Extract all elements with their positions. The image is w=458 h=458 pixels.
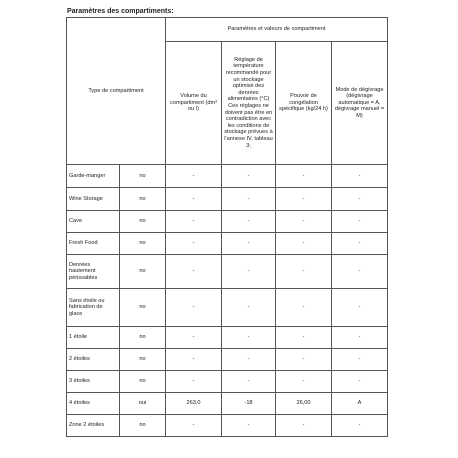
compartment-temp: - [222, 188, 276, 211]
compartment-volume: - [166, 349, 222, 371]
table-row [67, 211, 388, 233]
compartment-volume: - [166, 289, 222, 327]
compartment-defrost: - [332, 211, 388, 233]
compartment-present: no [120, 233, 166, 255]
compartment-defrost: - [332, 289, 388, 327]
compartment-defrost: - [332, 327, 388, 349]
header-temp-cell: Réglage de température recommandé pour un stockage optimisé des denrées alimentaires (°C) Ces réglages ne doivent pas être en contradiction avec les conditions de stockage prévues à l'annexe IV, tableau 3; [222, 42, 276, 165]
header-volume-cell: Volume du compartiment (dm³ ou l) [166, 42, 222, 165]
compartment-name: Sans étoile ou fabrication de glace [67, 289, 120, 327]
compartment-present: no [120, 371, 166, 393]
compartment-temp: - [222, 289, 276, 327]
header-row-top [67, 18, 388, 42]
compartment-defrost: - [332, 371, 388, 393]
table-row [67, 289, 388, 327]
compartment-freeze: - [276, 371, 332, 393]
compartment-present: no [120, 255, 166, 289]
compartment-volume: - [166, 371, 222, 393]
compartment-freeze: - [276, 327, 332, 349]
compartment-freeze: - [276, 289, 332, 327]
compartment-temp: - [222, 415, 276, 437]
compartment-freeze: - [276, 188, 332, 211]
compartment-temp: - [222, 255, 276, 289]
compartment-defrost: A [332, 393, 388, 415]
compartment-present: no [120, 289, 166, 327]
table-row [67, 165, 388, 188]
compartment-name: Cave [67, 211, 120, 233]
compartment-freeze: - [276, 211, 332, 233]
compartment-name: Garde-manger [67, 165, 120, 188]
table-row [67, 371, 388, 393]
compartment-volume: - [166, 327, 222, 349]
table-row [67, 233, 388, 255]
compartment-volume: - [166, 188, 222, 211]
table-row [67, 349, 388, 371]
compartment-name: 1 étoile [67, 327, 120, 349]
compartment-freeze: - [276, 255, 332, 289]
compartment-freeze: - [276, 415, 332, 437]
header-freeze-cell: Pouvoir de congélation spécifique (kg/24 h) [276, 42, 332, 165]
compartment-freeze: 26,00 [276, 393, 332, 415]
compartment-volume: - [166, 415, 222, 437]
compartment-freeze: - [276, 165, 332, 188]
compartment-freeze: - [276, 349, 332, 371]
compartment-temp: - [222, 371, 276, 393]
compartment-present: no [120, 415, 166, 437]
header-type-cell: Type de compartiment [67, 18, 166, 165]
table-row [67, 255, 388, 289]
header-params-cell: Paramètres et valeurs de compartiment [166, 18, 388, 42]
compartment-temp: - [222, 211, 276, 233]
compartment-defrost: - [332, 188, 388, 211]
compartment-temp: - [222, 349, 276, 371]
table-row [67, 188, 388, 211]
table-row [67, 393, 388, 415]
compartment-defrost: - [332, 233, 388, 255]
compartment-temp: - [222, 233, 276, 255]
compartment-temp: - [222, 165, 276, 188]
compartment-present: no [120, 349, 166, 371]
compartment-table [66, 17, 388, 437]
compartment-volume: - [166, 165, 222, 188]
compartment-name: 2 étoiles [67, 349, 120, 371]
section-heading: Paramètres des compartiments: [67, 8, 174, 15]
table-row [67, 415, 388, 437]
header-defrost-cell: Mode de dégivrage (dégivrage automatique = A, dégivrage manuel = M) [332, 42, 388, 165]
compartment-present: no [120, 165, 166, 188]
compartment-volume: 263,0 [166, 393, 222, 415]
compartment-name: 4 étoiles [67, 393, 120, 415]
compartment-name: Wine Storage [67, 188, 120, 211]
compartment-name: Denrées hautement périssables [67, 255, 120, 289]
compartment-volume: - [166, 255, 222, 289]
compartment-volume: - [166, 233, 222, 255]
table-row [67, 327, 388, 349]
compartment-name: 3 étoiles [67, 371, 120, 393]
compartment-temp: -18 [222, 393, 276, 415]
compartment-volume: - [166, 211, 222, 233]
compartment-present: no [120, 327, 166, 349]
compartment-defrost: - [332, 415, 388, 437]
compartment-name: Fresh Food [67, 233, 120, 255]
compartment-defrost: - [332, 349, 388, 371]
compartment-present: no [120, 211, 166, 233]
compartment-defrost: - [332, 165, 388, 188]
compartment-name: Zone 2 étoiles [67, 415, 120, 437]
compartment-freeze: - [276, 233, 332, 255]
compartment-defrost: - [332, 255, 388, 289]
compartment-present: no [120, 188, 166, 211]
compartment-temp: - [222, 327, 276, 349]
compartment-present: oui [120, 393, 166, 415]
